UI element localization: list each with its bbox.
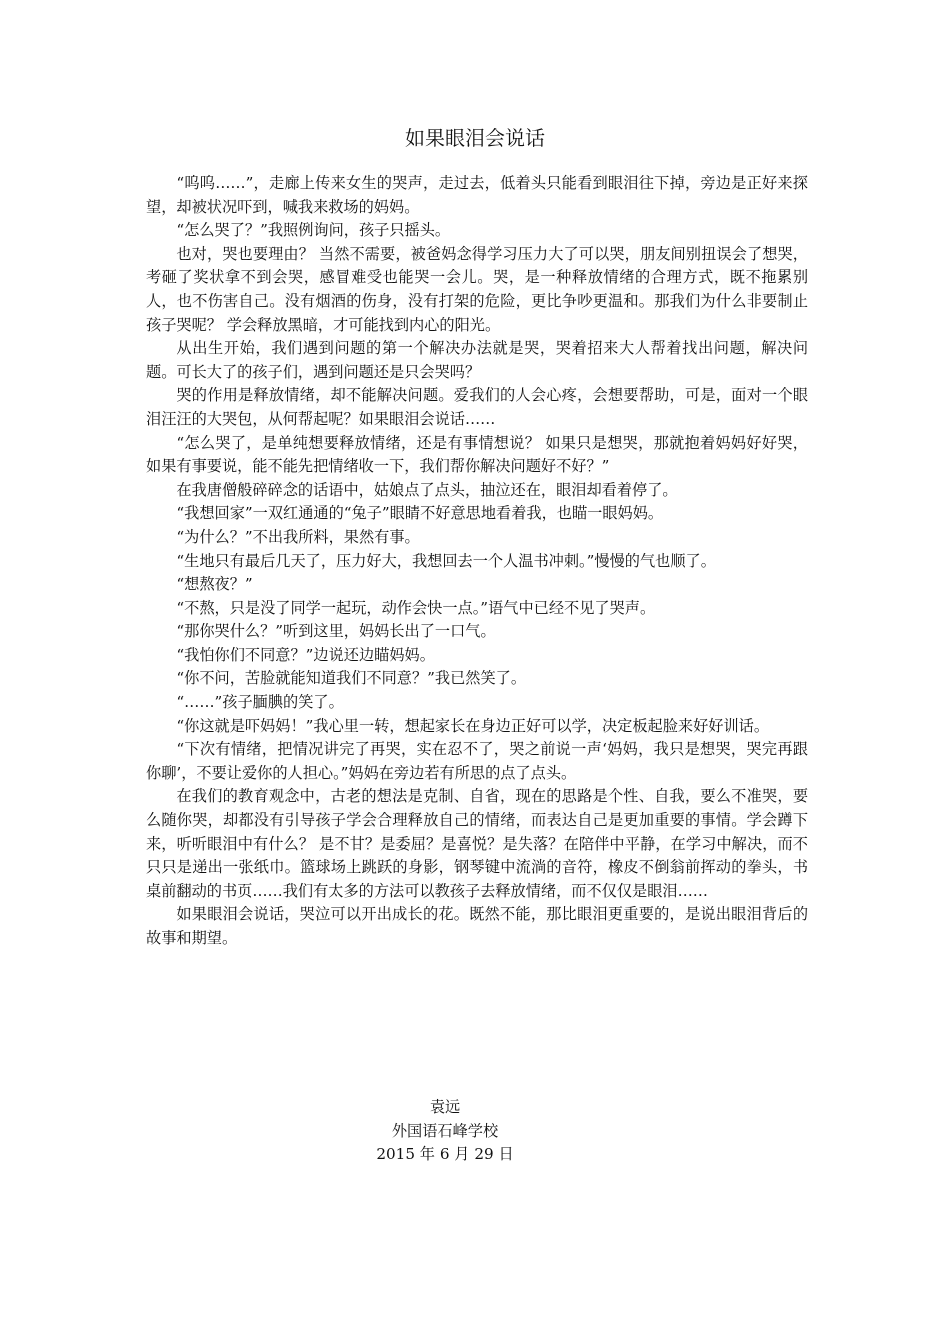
signature-block (0, 1096, 890, 1167)
paragraph: 从出生开始，我们遇到问题的第一个解决办法就是哭，哭着招来大人帮着找出问题，解决问题。可长大了的孩子们，遇到问题还是只会哭吗？ (146, 339, 808, 381)
paragraph: “生地只有最后几天了，压力好大，我想回去一个人温书冲刺。”慢慢的气也顺了。 (176, 551, 716, 570)
paragraph: “怎么哭了？”我照例询问，孩子只摇头。 (176, 221, 451, 240)
paragraph: 在我唐僧般碎碎念的话语中，姑娘点了点头，抽泣还在，眼泪却看着停了。 (176, 480, 678, 499)
paragraph: “呜呜……”，走廊上传来女生的哭声，走过去，低着头只能看到眼泪往下掉，旁边是正好来探望，却被状况吓到，喊我来救场的妈妈。 (146, 174, 808, 216)
paragraph: “不熬，只是没了同学一起玩，动作会快一点。”语气中已经不见了哭声。 (176, 598, 656, 617)
school-name: 外国语石峰学校 (391, 1121, 499, 1140)
date: 2015 年 6 月 29 日 (376, 1145, 514, 1164)
document-title: 如果眼泪会说话 (405, 126, 545, 150)
paragraph: “我想回家”一双红通通的“兔子”眼睛不好意思地看着我，也瞄一眼妈妈。 (176, 504, 664, 523)
paragraph: “为什么？”不出我所料，果然有事。 (176, 527, 420, 546)
paragraph: “……”孩子腼腆的笑了。 (176, 693, 344, 712)
paragraph: 在我们的教育观念中，古老的想法是克制、自省，现在的思路是个性、自我，要么不准哭，要么随你哭，却都没有引导孩子学会合理释放自己的情绪，而表达自己是更加重要的事情。学会蹲下来，听听眼泪中有什么？ 是不甘？是委屈？是喜悦？是失落？在陪伴中平静，在学习中解决，而不只只是递出一张纸巾。篮球场上跳跃的身影，钢琴键中流淌的音符，橡皮不倒翁前挥动的拳头，书桌前翻动的书页……我们有太多的方法可以教孩子去释放情绪，而不仅仅是眼泪…… (146, 787, 808, 900)
paragraph: 也对，哭也要理由？ 当然不需要，被爸妈念得学习压力大了可以哭，朋友间别扭误会了想哭，考砸了奖状拿不到会哭，感冒难受也能哭一会儿。哭，是一种释放情绪的合理方式，既不拖累别人，也不伤害自己。没有烟酒的伤身，没有打架的危险，更比争吵更温和。那我们为什么非要制止孩子哭呢？ 学会释放黑暗，才可能找到内心的阳光。 (146, 244, 808, 334)
paragraph: 如果眼泪会说话，哭泣可以开出成长的花。既然不能，那比眼泪更重要的，是说出眼泪背后的故事和期望。 (146, 905, 808, 947)
paragraph: 哭的作用是释放情绪，却不能解决问题。爱我们的人会心疼，会想要帮助，可是，面对一个眼泪汪汪的大哭包，从何帮起呢？如果眼泪会说话…… (146, 386, 808, 428)
paragraph: “下次有情绪，把情况讲完了再哭，实在忍不了，哭之前说一声‘妈妈，我只是想哭，哭完再跟你聊’，不要让爱你的人担心。”妈妈在旁边若有所思的点了点头。 (146, 740, 808, 782)
document-body (146, 172, 808, 951)
author-name: 袁远 (429, 1098, 461, 1116)
paragraph: “你这就是吓妈妈！”我心里一转，想起家长在身边正好可以学，决定板起脸来好好训话。 (176, 716, 770, 735)
paragraph: “你不问，苦脸就能知道我们不同意？”我已然笑了。 (176, 669, 527, 688)
paragraph: “那你哭什么？”听到这里，妈妈长出了一口气。 (176, 622, 496, 641)
paragraph: “我怕你们不同意？”边说还边瞄妈妈。 (176, 645, 435, 664)
paragraph: “怎么哭了，是单纯想要释放情绪，还是有事情想说？ 如果只是想哭，那就抱着妈妈好好哭，如果有事要说，能不能先把情绪收一下，我们帮你解决问题好不好？” (146, 433, 808, 476)
paragraph: “想熬夜？” (176, 575, 253, 594)
